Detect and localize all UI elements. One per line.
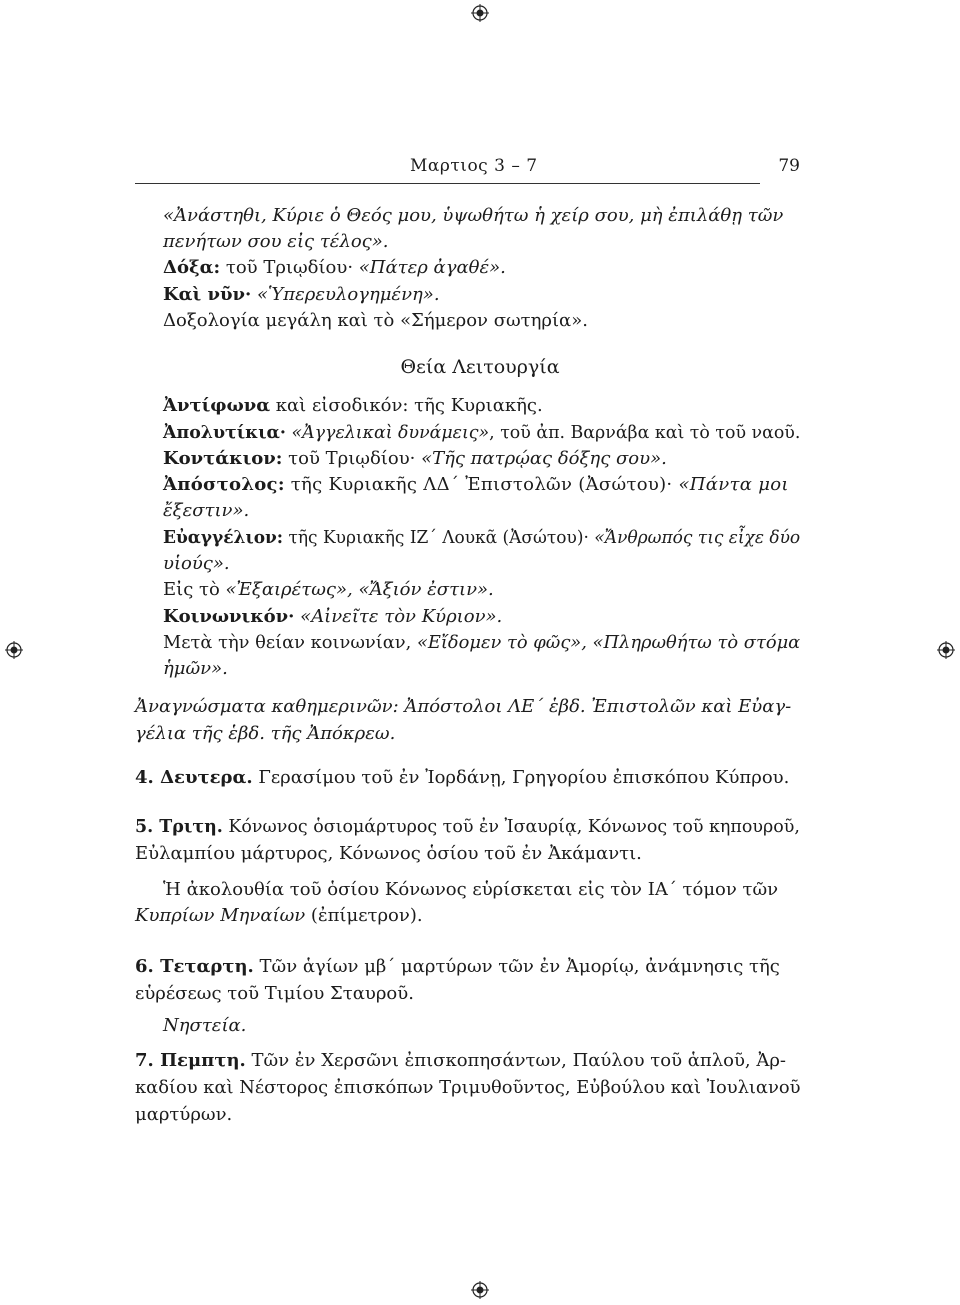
text-line: μαρτύρων. [135,1104,233,1125]
text-line: ἔξεστιν». [163,500,250,521]
text-line: εὑρέσεως τοῦ Τιμίου Σταυροῦ. [135,983,414,1004]
text-line: Κυπρίων Μηναίων (ἐπίμετρον). [135,905,423,926]
header-rule [135,183,760,184]
text-line: Δόξα: τοῦ Τριῳδίου· «Πάτερ ἀγαθέ». [163,257,506,278]
text-line: Νηστεία. [163,1015,247,1036]
text-line: υἱούς». [163,553,230,574]
text-line: Εὐαγγέλιον: τῆς Κυριακῆς ΙΖ´ Λουκᾶ (Ἀσώτου)· «Ἄνθρωπός τις εἶχε δύο [163,527,801,548]
day-entry: 5. Τριτη. Κόνωνος ὁσιομάρτυρος τοῦ ἐν Ἰσαυρίᾳ, Κόνωνος τοῦ κηπουροῦ, [135,816,800,837]
registration-mark-icon [937,641,955,659]
text-line: Εἰς τὸ «Ἐξαιρέτως», «Ἄξιόν ἐστιν». [163,579,494,600]
section-heading: Θεία Λειτουργία [400,356,560,378]
text-line: Ἀναγνώσματα καθημερινῶν: Ἀπόστολοι ΛΕ´ ἑβδ. Ἐπιστολῶν καὶ Εὐαγ- [135,696,792,717]
text-line: Εὐλαμπίου μάρτυρος, Κόνωνος ὁσίου τοῦ ἐν Ἀκάμαντι. [135,843,642,864]
day-entry: 6. Τεταρτη. Τῶν ἁγίων μβ´ μαρτύρων τῶν ἐν Ἀμορίῳ, ἀνάμνησις τῆς [135,956,780,977]
text-line: γέλια τῆς ἑβδ. τῆς Ἀπόκρεω. [135,723,396,744]
text-line: Καὶ νῦν· «Ὑπερευλογημένη». [163,284,440,305]
text-line: Κοντάκιον: τοῦ Τριῳδίου· «Τῆς πατρῴας δόξης σου». [163,448,667,469]
running-title: Μαρτιος 3 – 7 [410,156,538,176]
text-line: Ἀπόστολος: τῆς Κυριακῆς ΛΔ´ Ἐπιστολῶν (Ἀσώτου)· «Πάντα μοι [163,474,789,495]
day-entry: 4. Δευτερα. Γερασίμου τοῦ ἐν Ἰορδάνῃ, Γρηγορίου ἐπισκόπου Κύπρου. [135,767,790,788]
running-header [135,156,800,182]
registration-mark-icon [471,4,489,22]
text-line: Δοξολογία μεγάλη καὶ τὸ «Σήμερον σωτηρία». [163,310,588,331]
text-line: Μετὰ τὴν θείαν κοινωνίαν, «Εἴδομεν τὸ φῶς», «Πληρωθήτω τὸ στόμα [163,632,801,653]
registration-mark-icon [471,1281,489,1299]
text-line: Ἡ ἀκολουθία τοῦ ὁσίου Κόνωνος εὑρίσκεται εἰς τὸν ΙΑ´ τόμον τῶν [163,879,779,900]
day-entry: 7. Πεμπτη. Τῶν ἐν Χερσῶνι ἐπισκοπησάντων, Παύλου τοῦ ἁπλοῦ, Ἀρ- [135,1050,787,1071]
text-line: πενήτων σου εἰς τέλος». [163,231,389,252]
text-line: ἡμῶν». [163,658,228,679]
page-number: 79 [778,156,800,176]
text-line: Κοινωνικόν· «Αἰνεῖτε τὸν Κύριον». [163,606,503,627]
text-line: Ἀντίφωνα καὶ εἰσοδικόν: τῆς Κυριακῆς. [163,395,543,416]
text-line: Ἀπολυτίκια· «Ἀγγελικαὶ δυνάμεις», τοῦ ἀπ. Βαρνάβα καὶ τὸ τοῦ ναοῦ. [163,422,801,443]
registration-mark-icon [5,641,23,659]
text-line: «Ἀνάστηθι, Κύριε ὁ Θεός μου, ὑψωθήτω ἡ χείρ σου, μὴ ἐπιλάθῃ τῶν [163,205,784,226]
text-line: καδίου καὶ Νέστορος ἐπισκόπων Τριμυθοῦντος, Εὐβούλου καὶ Ἰουλιανοῦ [135,1077,801,1098]
